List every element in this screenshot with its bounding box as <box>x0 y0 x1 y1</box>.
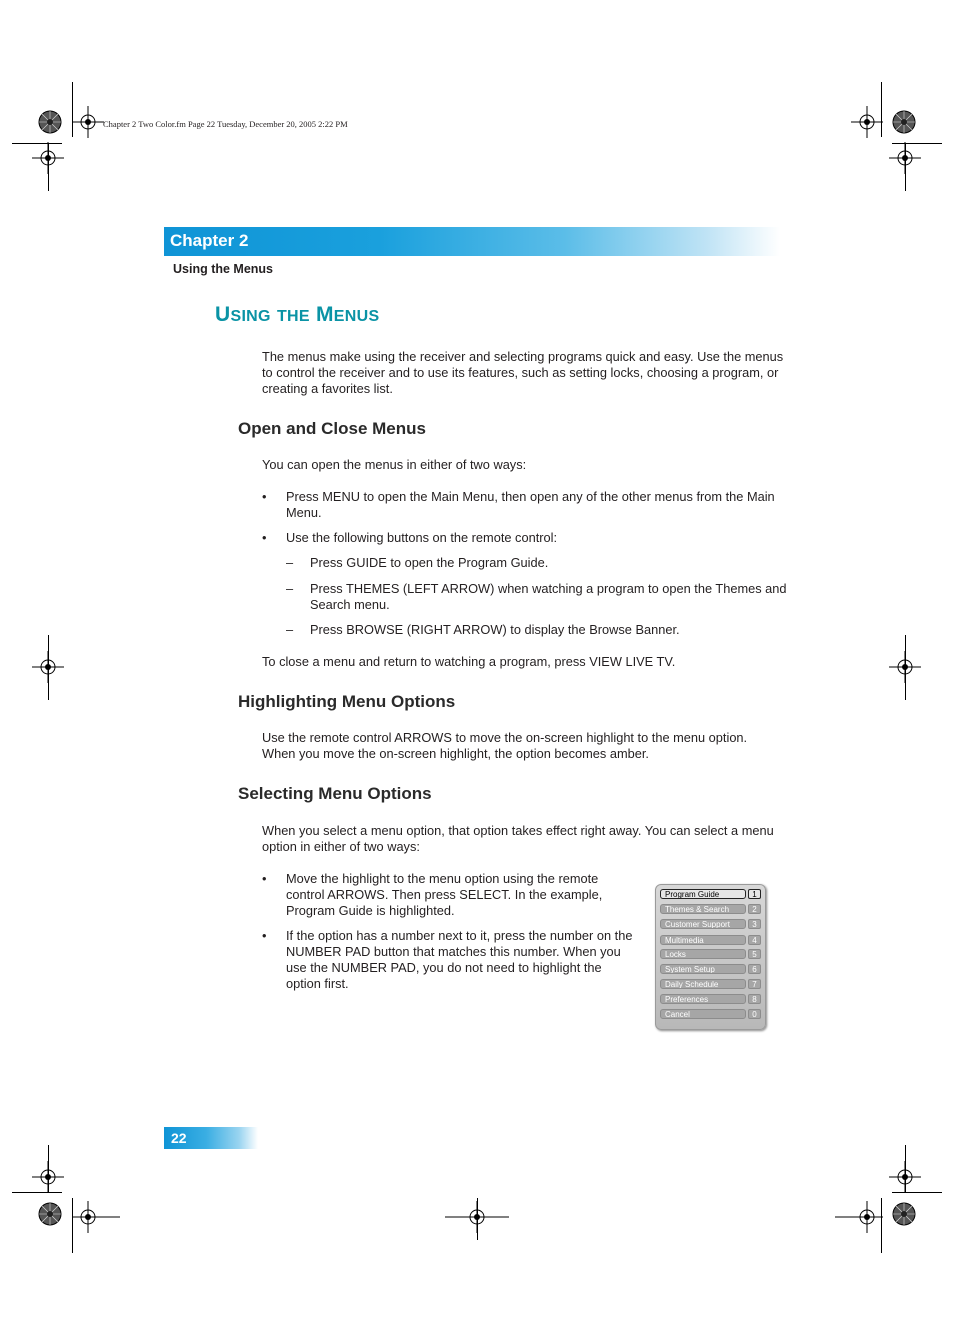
menu-item-daily-schedule <box>660 979 761 990</box>
menu-item-system-setup <box>660 964 761 975</box>
title-smallcaps: THE <box>276 308 310 325</box>
menu-item-label: Locks <box>660 949 746 959</box>
menu-item-label: Multimedia <box>660 935 746 945</box>
menu-item-number: 6 <box>748 964 761 974</box>
crosshair-icon <box>889 1161 921 1193</box>
paragraph: You can open the menus in either of two ways: <box>262 457 527 472</box>
menu-item-number: 0 <box>748 1009 761 1019</box>
list-item-text: Use the following buttons on the remote control: <box>286 530 558 545</box>
running-head: Using the Menus <box>173 262 274 276</box>
menu-item-preferences <box>660 994 761 1005</box>
bullet-symbol: • <box>262 530 267 545</box>
dash-symbol: – <box>286 555 294 570</box>
menu-item-cancel <box>660 1009 761 1020</box>
menu-item-program-guide <box>660 889 761 900</box>
dash-symbol: – <box>286 581 294 596</box>
chapter-label: Chapter 2 <box>170 231 249 250</box>
registration-target-icon <box>38 1202 62 1226</box>
menu-item-number: 8 <box>748 994 761 1004</box>
menu-item-label: Cancel <box>660 1009 746 1019</box>
crosshair-icon <box>72 1201 120 1233</box>
paragraph: When you select a menu option, that option takes effect right away. You can select a menu option in either of two ways: <box>262 823 774 854</box>
bullet-symbol: • <box>262 928 267 943</box>
chapter-header-bar <box>164 227 780 256</box>
paragraph: To close a menu and return to watching a program, press VIEW LIVE TV. <box>262 654 676 669</box>
title-smallcaps: ENUS <box>333 308 380 325</box>
dash-symbol: – <box>286 622 294 637</box>
intro-paragraph: The menus make using the receiver and selecting programs quick and easy. Use the menus to control the receiver and to use its features, such as setting locks, choosing a program, or creating a favorites list. <box>262 349 784 396</box>
crosshair-icon <box>889 651 921 683</box>
menu-item-label: Themes & Search <box>660 904 746 914</box>
menu-item-number: 5 <box>748 949 761 959</box>
paragraph: Use the remote control ARROWS to move the on-screen highlight to the menu option. When you move the on-screen highlight, the option becomes amber. <box>262 730 748 761</box>
menu-item-customer-support <box>660 919 761 930</box>
list-item-text: Move the highlight to the menu option using the remote control ARROWS. Then press SELECT. In the example, Program Guide is highlighted. <box>286 871 603 918</box>
bullet-symbol: • <box>262 871 267 886</box>
menu-item-themes-search <box>660 904 761 915</box>
menu-item-label: Program Guide <box>660 889 746 899</box>
list-item-text: If the option has a number next to it, press the number on the NUMBER PAD button that matches this number. When you use the NUMBER PAD, you do not need to highlight the option first. <box>286 928 633 991</box>
section-heading: Highlighting Menu Options <box>238 692 456 711</box>
menu-item-number: 4 <box>748 935 761 945</box>
bullet-symbol: • <box>262 489 267 504</box>
title-cap: U <box>215 303 231 326</box>
list-item-text: Press GUIDE to open the Program Guide. <box>310 555 549 570</box>
menu-item-label: Preferences <box>660 994 746 1004</box>
crosshair-icon <box>889 142 921 174</box>
section-heading: Open and Close Menus <box>238 419 426 438</box>
file-info: Chapter 2 Two Color.fm Page 22 Tuesday, December 20, 2005 2:22 PM <box>103 119 348 129</box>
registration-target-icon <box>892 1202 916 1226</box>
page-number-bar <box>164 1127 258 1149</box>
crosshair-icon <box>32 142 64 174</box>
title-cap: M <box>315 303 334 326</box>
list-item-text: Press MENU to open the Main Menu, then open any of the other menus from the Main Menu. <box>286 489 775 520</box>
menu-item-number: 2 <box>748 904 761 914</box>
page-title <box>215 303 379 327</box>
crosshair-icon <box>32 1161 64 1193</box>
menu-item-label: Customer Support <box>660 919 746 929</box>
crosshair-icon <box>835 1201 883 1233</box>
list-item-text: Press THEMES (LEFT ARROW) when watching a program to open the Themes and Search menu. <box>310 581 787 612</box>
crosshair-icon <box>32 651 64 683</box>
menu-item-locks <box>660 949 761 960</box>
list-item-text: Press BROWSE (RIGHT ARROW) to display the Browse Banner. <box>310 622 680 637</box>
title-smallcaps: SING <box>230 308 271 325</box>
crosshair-icon <box>445 1201 509 1233</box>
menu-item-label: Daily Schedule <box>660 979 746 989</box>
menu-item-multimedia <box>660 935 761 946</box>
menu-item-number: 7 <box>748 979 761 989</box>
crosshair-icon <box>851 106 883 138</box>
menu-item-number: 1 <box>748 889 761 899</box>
main-menu-illustration <box>655 884 766 1030</box>
page-number: 22 <box>171 1130 187 1146</box>
menu-item-number: 3 <box>748 919 761 929</box>
section-heading: Selecting Menu Options <box>238 784 432 803</box>
crosshair-icon <box>72 106 104 138</box>
menu-item-label: System Setup <box>660 964 746 974</box>
registration-target-icon <box>892 110 916 134</box>
registration-target-icon <box>38 110 62 134</box>
